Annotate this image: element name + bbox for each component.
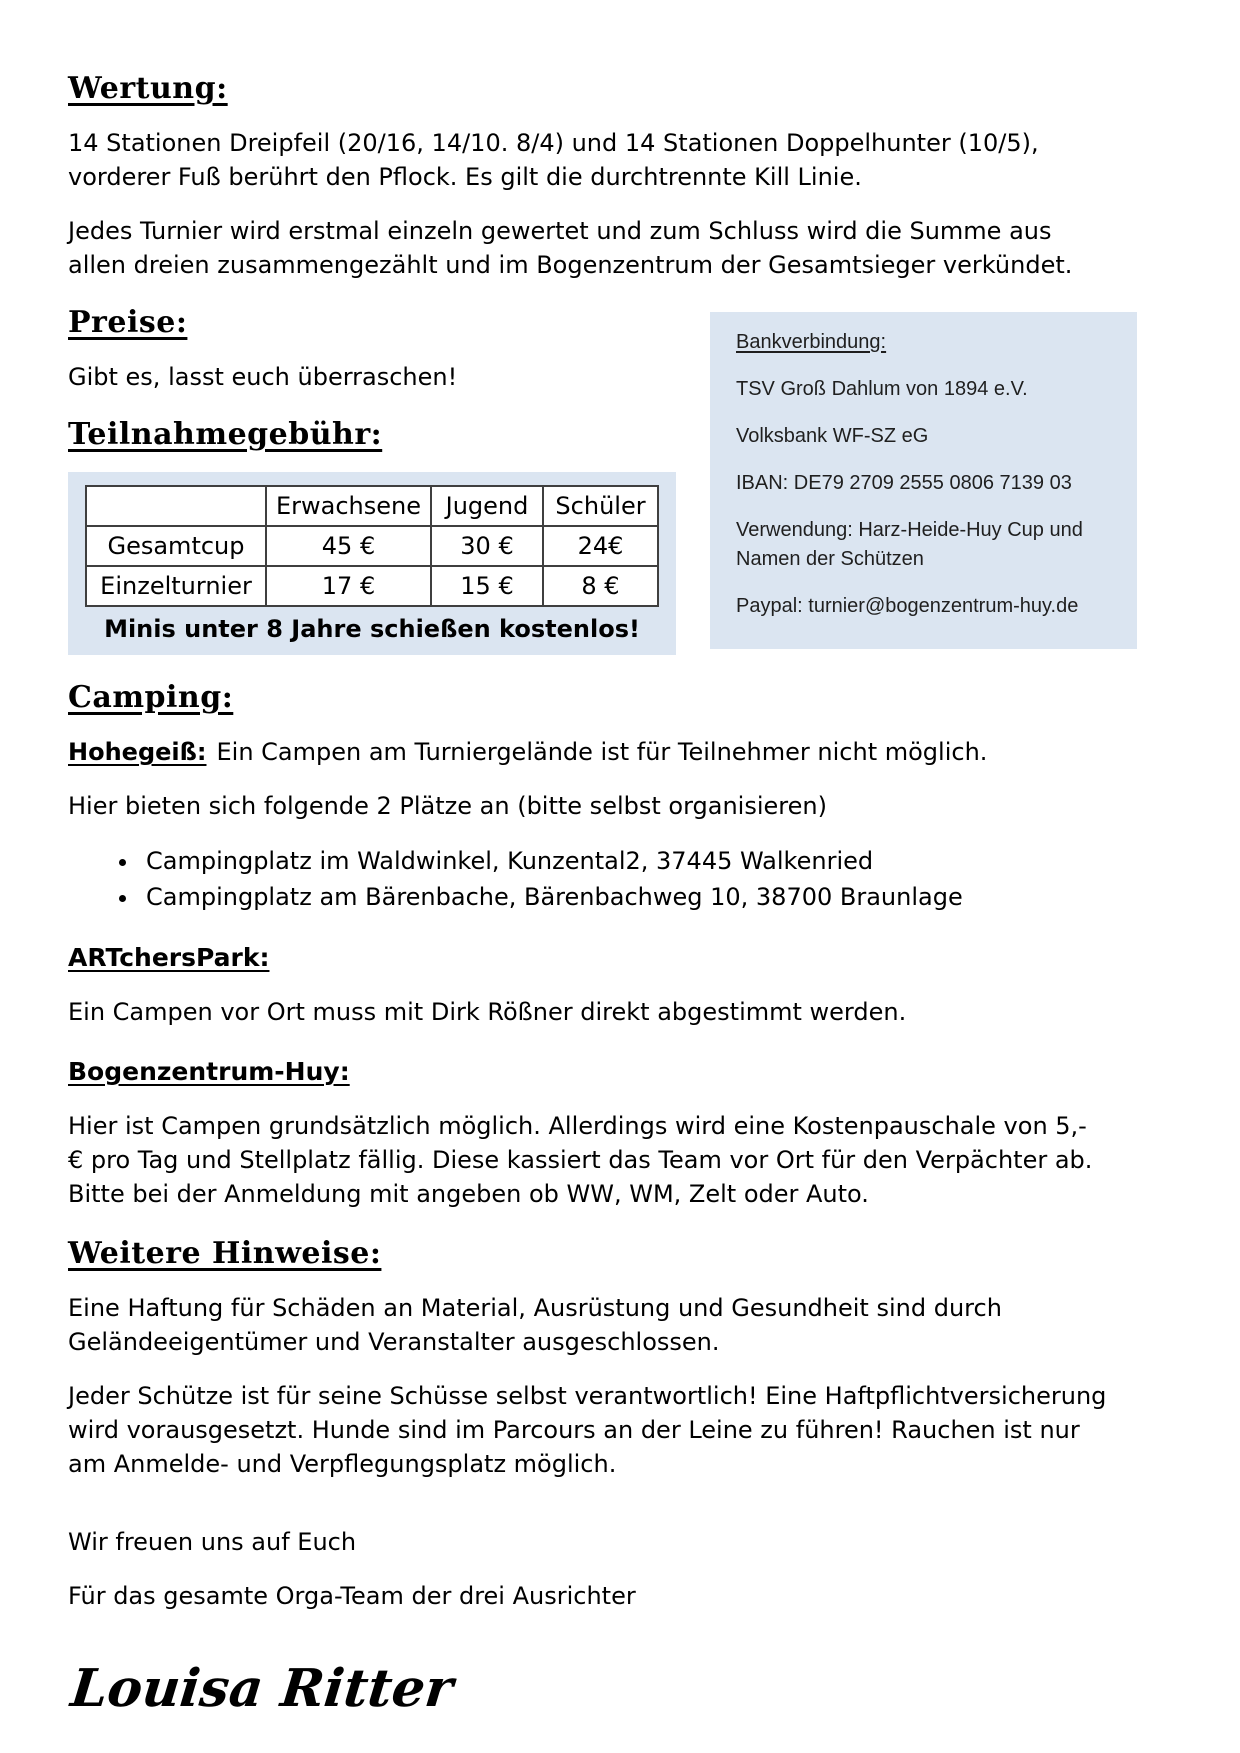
table-header-jugend: Jugend (431, 486, 543, 526)
wertung-paragraph-2: Jedes Turnier wird erstmal einzeln gewertet und zum Schluss wird die Summe aus allen dreien zusammengezählt und im Bogenzentrum der Gesamtsieger verkündet. (68, 217, 1073, 279)
table-cell: 8 € (543, 566, 658, 606)
camping-heading: Camping: (68, 680, 234, 715)
wertung-heading: Wertung: (68, 71, 228, 106)
table-header-erwachsene: Erwachsene (266, 486, 431, 526)
signature: Louisa Ritter (68, 1658, 456, 1719)
hinweise-heading: Weitere Hinweise: (68, 1236, 382, 1271)
fees-column (68, 306, 693, 655)
table-header-empty (86, 486, 266, 526)
bank-verwendung: Verwendung: Harz-Heide-Huy Cup und Namen der Schützen (736, 519, 1083, 570)
fees-caption: Minis unter 8 Jahre schießen kostenlos! (104, 615, 640, 643)
table-header-schueler: Schüler (543, 486, 658, 526)
list-item: • Campingplatz am Bärenbache, Bärenbachweg 10, 38700 Braunlage (140, 879, 1172, 915)
teilnahmegebuehr-heading: Teilnahmegebühr: (68, 417, 383, 452)
preise-heading: Preise: (68, 305, 188, 340)
bank-name: Volksbank WF-SZ eG (736, 425, 929, 447)
closing-line-2: Für das gesamte Orga-Team der drei Ausrichter (68, 1582, 636, 1610)
list-item: • Campingplatz im Waldwinkel, Kunzental2, 37445 Walkenried (140, 843, 1172, 879)
hinweise-paragraph-1: Eine Haftung für Schäden an Material, Ausrüstung und Gesundheit sind durch Geländeeigentümer und Veranstalter ausgeschlossen. (68, 1294, 1002, 1356)
bogenzentrum-heading: Bogenzentrum-Huy: (68, 1057, 350, 1086)
artcherspark-text: Ein Campen vor Ort muss mit Dirk Rößner direkt abgestimmt werden. (68, 998, 907, 1026)
fees-and-bank-section (68, 306, 1172, 655)
table-cell: 15 € (431, 566, 543, 606)
row-label: Einzelturnier (86, 566, 266, 606)
table-cell: 17 € (266, 566, 431, 606)
fees-table (85, 485, 659, 607)
closing-line-1: Wir freuen uns auf Euch (68, 1528, 357, 1556)
camping-hohegeiss-paragraph (68, 735, 1108, 769)
table-cell: 45 € (266, 526, 431, 566)
bogenzentrum-text: Hier ist Campen grundsätzlich möglich. Allerdings wird eine Kostenpauschale von 5,- € pro Tag und Stellplatz fällig. Diese kassiert das Team vor Ort für den Verpächter ab. Bitte bei der Anmeldung mit angeben ob WW, WM, Zelt oder Auto. (68, 1112, 1093, 1208)
bank-account-holder: TSV Groß Dahlum von 1894 e.V. (736, 378, 1028, 400)
table-header-row (86, 486, 658, 526)
hohegeiss-label: Hohegeiß: (68, 738, 207, 766)
hinweise-paragraph-2: Jeder Schütze ist für seine Schüsse selbst verantwortlich! Eine Haftpflichtversicherung wird vorausgesetzt. Hunde sind im Parcours an der Leine zu führen! Rauchen ist nur am Anmelde- und Verpflegungsplatz möglich. (68, 1382, 1107, 1478)
table-row-einzelturnier (86, 566, 658, 606)
bank-iban: IBAN: DE79 2709 2555 0806 7139 03 (736, 472, 1072, 494)
bank-info-box (710, 312, 1137, 649)
hohegeiss-text: Ein Campen am Turniergelände ist für Teilnehmer nicht möglich. (216, 738, 988, 766)
wertung-paragraph-1: 14 Stationen Dreipfeil (20/16, 14/10. 8/4) und 14 Stationen Doppelhunter (10/5), vorderer Fuß berührt den Pflock. Es gilt die durchtrennte Kill Linie. (68, 129, 1039, 191)
bank-paypal: Paypal: turnier@bogenzentrum-huy.de (736, 595, 1079, 617)
fees-panel (68, 472, 676, 655)
artcherspark-heading: ARTchersPark: (68, 943, 270, 972)
table-cell: 30 € (431, 526, 543, 566)
camping-intro: Hier bieten sich folgende 2 Plätze an (bitte selbst organisieren) (68, 792, 827, 820)
bank-title: Bankverbindung: (736, 331, 887, 353)
table-cell: 24€ (543, 526, 658, 566)
table-row-gesamtcup (86, 526, 658, 566)
camping-list (68, 843, 1172, 915)
row-label: Gesamtcup (86, 526, 266, 566)
preise-text: Gibt es, lasst euch überraschen! (68, 363, 458, 391)
